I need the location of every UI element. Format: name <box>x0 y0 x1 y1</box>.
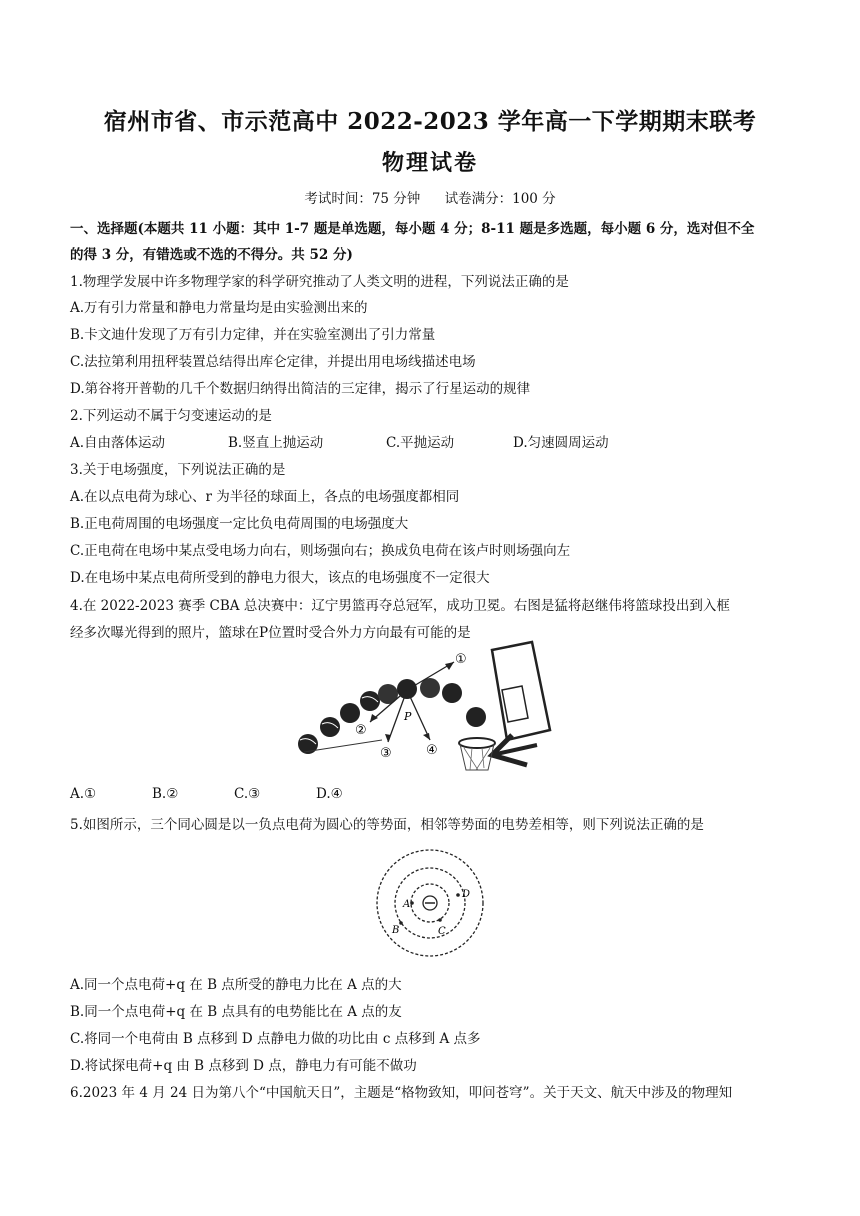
full-score: 试卷满分：100 分 <box>444 191 556 207</box>
arrow-label-1: ① <box>455 652 467 667</box>
q3-option-d: D.在电场中某点电荷所受到的静电力很大，该点的电场强度不一定很大 <box>70 570 490 586</box>
point-b-label: B <box>392 925 400 936</box>
q2-option-b: B.竖直上抛运动 <box>228 435 324 451</box>
q2-options <box>70 431 609 451</box>
q4-options <box>70 786 343 802</box>
q4-stem-line2: 经多次曝光得到的照片，篮球在P位置时受合外力方向最有可能的是 <box>70 625 471 641</box>
q2-option-a: A.自由落体运动 <box>70 435 166 451</box>
section-heading-line2: 的得 3 分，有错选或不选的不得分。共 52 分) <box>70 247 353 263</box>
q5-option-b: B.同一个点电荷+q 在 B 点具有的电势能比在 A 点的友 <box>70 1004 402 1020</box>
q1-stem: 1.物理学发展中许多物理学家的科学研究推动了人类文明的进程，下列说法正确的是 <box>70 274 569 290</box>
concentric-circles-figure <box>370 843 490 963</box>
q1-option-d: D.第谷将开普勒的几千个数据归纳得出简洁的三定律，揭示了行星运动的规律 <box>70 381 531 397</box>
q5-option-d: D.将试探电荷+q 由 B 点移到 D 点，静电力有可能不做功 <box>70 1058 417 1074</box>
point-a-label: A <box>403 899 411 910</box>
arrow-label-4: ④ <box>426 743 438 758</box>
q2-option-c: C.平抛运动 <box>386 435 455 451</box>
point-p-label: P <box>404 710 412 723</box>
basketball-trajectory <box>298 678 486 754</box>
q1-option-c: C.法拉第利用扭秤装置总结得出库仑定律，并提出用电场线描述电场 <box>70 354 476 370</box>
arrow-label-3: ③ <box>380 746 392 761</box>
backboard <box>492 642 550 740</box>
q3-stem: 3.关于电场强度，下列说法正确的是 <box>70 462 286 478</box>
point-c-label: C <box>438 926 446 937</box>
point-d-label: D <box>462 889 471 900</box>
exam-meta <box>0 187 860 207</box>
q4-option-d: D.④ <box>316 786 343 802</box>
q6-stem: 6.2023 年 4 月 24 日为第八个“中国航天日”，主题是“格物致知，叩问苍穹”。关于天文、航天中涉及的物理知 <box>70 1085 733 1101</box>
q1-option-b: B.卡文迪什发现了万有引力定律，并在实验室测出了引力常量 <box>70 327 436 343</box>
q3-option-c: C.正电荷在电场中某点受电场力向右，则场强向右；换成负电荷在该卢时则场强向左 <box>70 543 571 559</box>
exam-time: 考试时间：75 分钟 <box>304 191 421 207</box>
q4-option-a: A.① <box>70 786 97 802</box>
q3-option-b: B.正电荷周围的电场强度一定比负电荷周围的电场强度大 <box>70 516 409 532</box>
exam-title: 宿州市省、市示范高中 2022-2023 学年高一下学期期末联考 <box>103 108 757 135</box>
q5-option-c: C.将同一个电荷由 B 点移到 D 点静电力做的功比由 c 点移到 A 点多 <box>70 1031 481 1047</box>
hoop-rim <box>459 738 495 748</box>
arrow-label-2: ② <box>355 723 367 738</box>
q3-option-a: A.在以点电荷为球心、r 为半径的球面上，各点的电场强度都相同 <box>70 489 460 505</box>
basketball-figure <box>292 640 552 780</box>
q2-option-d: D.匀速圆周运动 <box>513 435 609 451</box>
q4-option-b: B.② <box>152 786 179 802</box>
q4-stem-line1: 4.在 2022-2023 赛季 CBA 总决赛中：辽宁男篮再夺总冠军，成功卫冕。右图是猛将赵继伟将篮球投出到入框 <box>70 598 730 614</box>
exam-subtitle: 物理试卷 <box>381 150 478 176</box>
q5-option-a: A.同一个点电荷+q 在 B 点所受的静电力比在 A 点的大 <box>70 977 402 993</box>
q4-option-c: C.③ <box>234 786 261 802</box>
q5-stem: 5.如图所示，三个同心圆是以一负点电荷为圆心的等势面，相邻等势面的电势差相等，则下列说法正确的是 <box>70 817 704 833</box>
section-heading-line1: 一、选择题(本题共 11 小题：其中 1-7 题是单选题，每小题 4 分；8-11 题是多选题，每小题 6 分，选对但不全 <box>70 221 755 237</box>
q2-stem: 2.下列运动不属于匀变速运动的是 <box>70 408 272 424</box>
q1-option-a: A.万有引力常量和静电力常量均是由实验测出来的 <box>70 300 368 316</box>
